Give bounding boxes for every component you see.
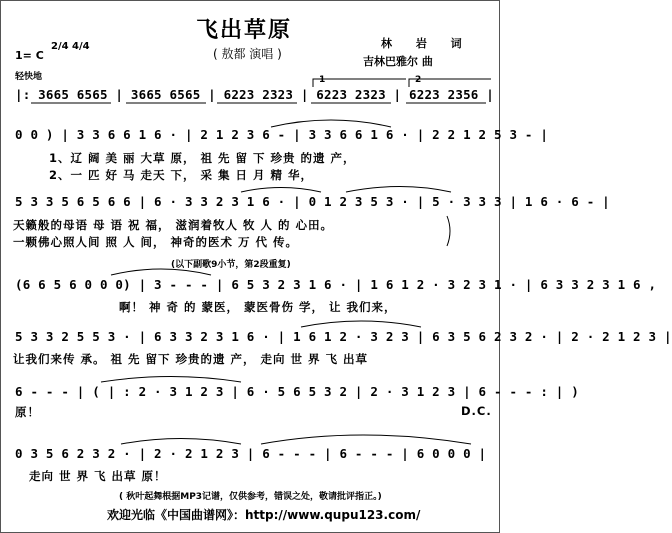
slur-row-7a xyxy=(121,439,241,445)
slur-row-5 xyxy=(301,321,421,327)
tempo-marking: 轻快地 xyxy=(15,72,43,82)
slur-row-7b xyxy=(261,435,471,444)
performer-line: ( 敖都 演唱 ) xyxy=(213,47,282,61)
lyric-row-6: 原！ xyxy=(15,405,40,419)
da-capo-mark: D.C. xyxy=(461,404,492,418)
lyric-row-4: 啊！ 神 奇 的 蒙医， 蒙医骨伤 学， 让 我们来， xyxy=(119,300,397,314)
lyricist-credit: 林 岩 词 xyxy=(381,37,472,50)
staff-line-7: 0 3 5 6 2 3 2 · | 2 · 2 1 2 3 | 6 - - - | 6 - - - | 6 0 0 0 | xyxy=(15,446,487,461)
volta-1-label: 1 xyxy=(319,75,326,85)
lyric-verse-2-row-2: 2、一 匹 好 马 走天 下， 采 集 日 月 精 华， xyxy=(49,168,314,182)
slur-row-3b xyxy=(346,187,451,193)
staff-line-5: 5 3 3 2 5 5 3 · | 6 3 3 2 3 1 6 · | 1 6 1 2 · 3 2 3 | 6 3 5 6 2 3 2 · | 2 · 2 1 2 3 | xyxy=(15,329,672,344)
site-credit: 欢迎光临《中国曲谱网》：http://www.qupu123.com/ xyxy=(107,508,421,522)
key-signature: 1= C xyxy=(15,49,44,62)
staff-line-6: 6 - - - | ( | : 2 · 3 1 2 3 | 6 · 5 6 5 3 2 | 2 · 3 1 2 3 | 6 - - - : | ) xyxy=(15,384,579,399)
slur-row-3a xyxy=(241,188,321,193)
volta-2-bracket xyxy=(409,79,491,87)
staff-line-3: 5 3 3 5 6 5 6 6 | 6 · 3 3 2 3 1 6 · | 0 1 2 3 5 3 · | 5 · 3 3 3 | 1 6 · 6 - | xyxy=(15,194,610,209)
lyric-verse-1-row-3: 天籁般的母语 母 语 祝 福， 滋润着牧人 牧 人 的 心田。 xyxy=(13,218,334,232)
repeat-note: (以下副歌9小节，第2段重复) xyxy=(171,260,291,270)
song-title: 飞出草原 xyxy=(196,18,293,43)
slur-row-6 xyxy=(101,377,241,383)
verse-brace xyxy=(447,216,450,246)
volta-1-bracket xyxy=(313,79,406,87)
time-signature: 2/4 4/4 xyxy=(51,41,90,52)
staff-line-2: 0 0 ) | 3 3 6 6 1 6 · | 2 1 2 3 6 - | 3 3 6 6 1 6 · | 2 2 1 2 5 3 - | xyxy=(15,127,549,142)
staff-line-4: (6 6 5 6 0 0 0) | 3 - - - | 6 5 3 2 3 1 6 · | 1 6 1 2 · 3 2 3 1 · | 6 3 3 2 3 1 6 , xyxy=(15,277,657,292)
staff-line-1: |: 3665 6565 | 3665 6565 | 6223 2323 | 6223 2323 | 6223 2356 | xyxy=(15,87,494,102)
lyric-row-7: 走向 世 界 飞 出草 原！ xyxy=(29,469,167,483)
slur-row-2 xyxy=(271,120,391,127)
composer-credit: 吉林巴雅尔 曲 xyxy=(363,55,433,68)
lyric-verse-1-row-2: 1、辽 阔 美 丽 大草 原， 祖 先 留 下 珍贵 的遗 产， xyxy=(49,151,356,165)
lyric-row-5: 让我们来传 承。 祖 先 留下 珍贵的遗 产， 走向 世 界 飞 出草 xyxy=(13,352,369,366)
volta-2-label: 2 xyxy=(415,75,422,85)
lyric-verse-2-row-3: 一颗佛心照人间 照 人 间， 神奇的医术 万 代 传。 xyxy=(13,235,299,249)
transcription-note: ( 秋叶起舞根据MP3记谱，仅供参考，错误之处，敬请批评指正。) xyxy=(119,492,382,502)
